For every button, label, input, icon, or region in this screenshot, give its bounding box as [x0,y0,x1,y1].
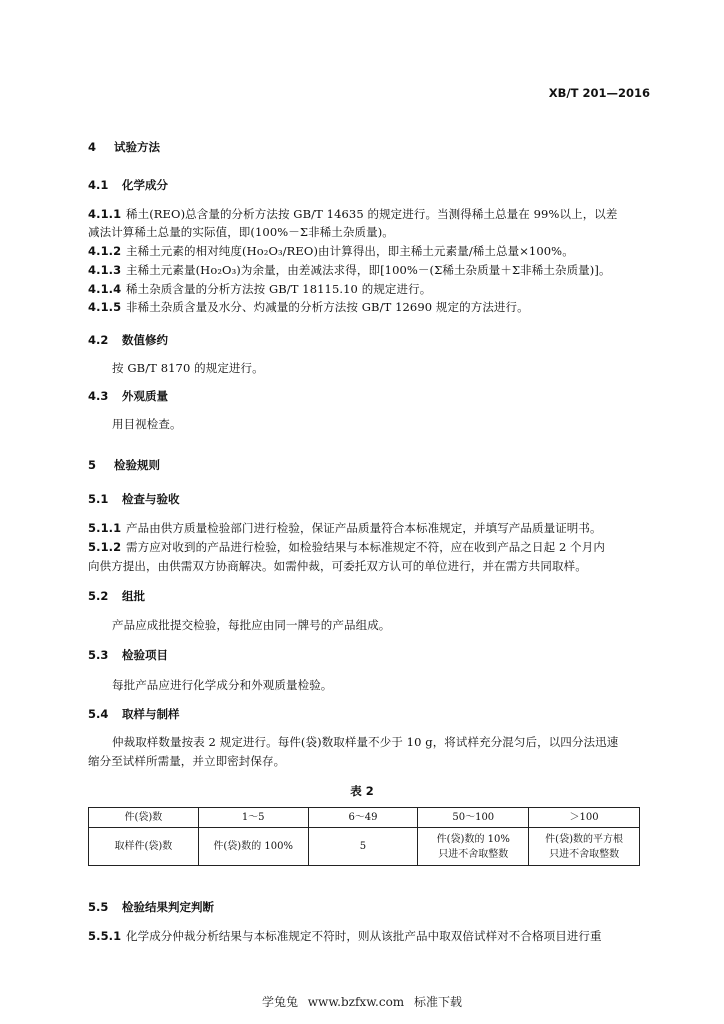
clause-4-1-5 [88,299,529,315]
section-number: 5 [88,458,97,472]
section-number: 5.4 [88,707,109,721]
section-4-2-heading [88,332,168,348]
table-cell: 取样件(袋)数 [89,828,199,866]
clause-text: 非稀土杂质含量及水分、灼减量的分析方法按 GB/T 12690 规定的方法进行。 [126,300,529,314]
section-number: 4.1 [88,178,109,192]
clause-text: 主稀土元素量(Ho₂O₃)为余量，由差减法求得，即[100%－(Σ稀土杂质量＋Σ非稀土杂质量)]。 [126,263,611,277]
section-number: 5.1 [88,492,109,506]
section-title: 试验方法 [114,140,160,154]
section-4-heading [88,139,160,155]
section-5-3-text: 每批产品应进行化学成分和外观质量检验。 [112,678,333,692]
section-5-heading [88,457,160,473]
clause-4-1-3 [88,262,611,278]
table-cell: 6～49 [308,808,418,828]
section-5-3-heading [88,647,168,663]
clause-4-1-1-line1 [88,206,618,222]
clause-text: 需方应对收到的产品进行检验，如检验结果与本标准规定不符，应在收到产品之日起 2 个月内 [126,540,605,554]
table-cell [418,828,529,866]
table-cell: 件(袋)数 [89,808,199,828]
section-title: 检验规则 [114,458,160,472]
clause-4-1-1-line2: 减法计算稀土总量的实际值，即(100%－Σ非稀土杂质量)。 [88,225,394,239]
clause-number: 5.1.2 [88,540,122,554]
clause-text: 稀土杂质含量的分析方法按 GB/T 18115.10 的规定进行。 [126,282,432,296]
section-4-2-text: 按 GB/T 8170 的规定进行。 [112,361,264,375]
section-title: 检验项目 [122,648,168,662]
section-5-4-line2: 缩分至试样所需量，并立即密封保存。 [88,754,286,768]
section-4-3-heading [88,388,168,404]
section-number: 4.2 [88,333,109,347]
table-cell: ＞100 [529,808,640,828]
clause-number: 4.1.5 [88,300,122,314]
section-title: 取样与制样 [122,707,180,721]
clause-number: 5.1.1 [88,521,122,535]
clause-number: 4.1.3 [88,263,122,277]
clause-number: 4.1.2 [88,244,122,258]
table-cell [529,828,640,866]
table-caption: 表 2 [350,784,374,798]
clause-4-1-2 [88,243,574,259]
cell-line: 只进不舍取整数 [549,848,620,860]
section-4-3-text: 用目视检查。 [112,417,182,431]
section-5-4-heading [88,706,180,722]
section-5-1-heading [88,491,180,507]
clause-5-1-2-line2: 向供方提出，由供需双方协商解决。如需仲裁，可委托双方认可的单位进行，并在需方共同取样。 [88,559,587,573]
clause-5-5-1 [88,928,602,944]
footer-watermark: 学兔兔 www.bzfxw.com 标准下载 [261,995,463,1009]
clause-number: 5.5.1 [88,929,122,943]
clause-5-1-2-line1 [88,539,605,555]
clause-text: 主稀土元素的相对纯度(Ho₂O₃/REO)由计算得出，即主稀土元素量/稀土总量×100%。 [126,244,574,258]
section-5-4-line1: 仲裁取样数量按表 2 规定进行。每件(袋)数取样量不少于 10 g，将试样充分混匀后，以四分法迅速 [112,735,619,749]
table-cell: 5 [308,828,418,866]
cell-line: 件(袋)数的平方根 [545,833,623,845]
clause-text: 产品由供方质量检验部门进行检验，保证产品质量符合本标准规定，并填写产品质量证明书。 [126,521,602,535]
table-cell: 1～5 [198,808,308,828]
cell-line: 只进不舍取整数 [438,848,509,860]
section-title: 检查与验收 [122,492,180,506]
table-cell: 50～100 [418,808,529,828]
section-number: 5.2 [88,589,109,603]
table-cell: 件(袋)数的 100% [198,828,308,866]
section-number: 5.5 [88,900,109,914]
clause-number: 4.1.1 [88,207,122,221]
cell-line: 件(袋)数的 10% [436,833,510,845]
clause-number: 4.1.4 [88,282,122,296]
section-5-2-heading [88,588,145,604]
clause-4-1-4 [88,281,431,297]
clause-5-1-1 [88,520,602,536]
section-title: 化学成分 [122,178,168,192]
table-row [89,808,640,828]
section-title: 外观质量 [122,389,168,403]
section-title: 数值修约 [122,333,168,347]
sampling-table [88,807,640,866]
document-number: XB/T 201—2016 [548,86,650,100]
section-title: 检验结果判定判断 [122,900,214,914]
clause-text: 稀土(REO)总含量的分析方法按 GB/T 14635 的规定进行。当测得稀土总量在 99%以上，以差 [126,207,618,221]
section-5-2-text: 产品应成批提交检验，每批应由同一牌号的产品组成。 [112,618,391,632]
section-5-5-heading [88,899,214,915]
section-4-1-heading [88,177,168,193]
section-number: 5.3 [88,648,109,662]
section-number: 4.3 [88,389,109,403]
table-row [89,828,640,866]
section-number: 4 [88,140,97,154]
clause-text: 化学成分仲裁分析结果与本标准规定不符时，则从该批产品中取双倍试样对不合格项目进行重 [126,929,602,943]
section-title: 组批 [122,589,145,603]
